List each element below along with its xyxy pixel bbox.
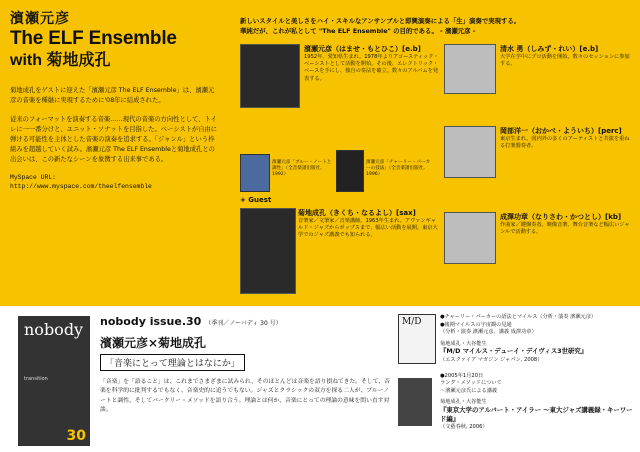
spacer [440,365,636,373]
issue-subheadline: 「音楽にとって理論とはなにか」 [100,354,245,371]
book-cover-blue-note [240,154,270,192]
right-lead-line-2: 華純だが、これが私として "The ELF Ensemble" の目的である。 - 濱瀬元彦 - [240,27,476,35]
right-column [232,0,640,306]
narisawa-bio: 作曲家／鍵盤奏者。映像音楽、舞台音楽など幅広いジャンルで活動する。 [500,222,630,236]
shimizu-photo [444,44,496,94]
left-column [0,0,225,306]
okabe-name: 岡部洋一（おかべ・よういち）[perc] [500,127,622,135]
issue-headline: 濱瀬元彦×菊地成孔 [100,336,207,350]
page-title-with: with 菊地成孔 [10,52,111,69]
narisawa-photo [444,212,496,264]
md-book-cover-title: M/D [402,317,422,327]
book-caption-blue-note: 濱瀬元彦「ブルー・ノートと調性」（全音楽譜出版社, 1992） [272,160,332,178]
related-item-4-title: ラング・メソッドについて [440,380,502,387]
narisawa-profile [500,212,632,236]
related-item-5-label: 菊地成孔・大谷能生 [440,399,487,406]
kikuchi-photo [240,208,296,294]
page-title-jp: 濱瀬元彦 [10,11,70,27]
nobody-cover-title: nobody [24,320,84,339]
narisawa-name: 成澤功章（なりさわ・かつとし）[kb] [500,213,622,221]
nobody-cover-number: 30 [66,428,86,444]
issue-note: （季刊／ノーバディ 30 号） [205,320,282,327]
hamase-photo [240,44,300,108]
intro-lead: 菊地成孔をゲストに迎えた「濱瀬元彦 The ELF Ensemble」は、濱瀬元彦の音楽を種継に実現するために'08年に結成された。 [10,87,215,104]
myspace-url[interactable]: http://www.myspace.com/theelfensemble [10,183,152,191]
nobody-cover-subtitle: transition [24,376,48,382]
kikuchi-profile [298,208,438,240]
hamase-name: 濱瀬元彦（はませ・もとひこ）[e.b] [304,45,421,53]
related-item-3-pub: （エスクァイア マガジン ジャパン, 2008） [440,356,543,363]
right-lead-line-1: 新しいスタイルと美しさをハイ・スキルなアンサンブルと即興演奏による「生」演奏で実現する。 [240,17,521,25]
related-item-4-note: ～濱瀬元彦氏による講義 [440,387,498,394]
shimizu-profile [500,44,632,68]
kikuchi-bio: 音楽家／文筆家／音楽講師。1963年生まれ。アヴァンギャルド・ジャズからポップスまで、幅広い活動を展開。東京大学でのジャズ講義でも知られる。 [298,218,438,239]
related-item-2: ●後期マイルスの宇宙観の見通 [440,321,512,328]
page-title-en: The ELF Ensemble [10,28,177,49]
related-item-2-note: （分析・演奏 濱瀬元彦、講義 成澤功章） [440,329,537,336]
book-cover-parker [336,150,364,192]
md-book-cover [398,314,436,364]
myspace-block [10,173,225,191]
nobody-cover [18,316,90,446]
intro-body: 従来のフォーマットを演奏する音楽……現代の音楽の方向性として、トイレに一一番分けと、ユニット・ソナットを目指した。ベーシストが自由に弾ける可能性を主体とした音楽の演奏を追求する。「ジャンル」という枠組みを超越していく試み。濱瀬元彦 The ELF Ensembleと菊地成孔との出会いは、この新たなシーンを象徴する出来事である。 [10,116,218,164]
issue-body: 「音楽」を「語ること」は、これまでさまざまに試みられ、そのほとんどは音楽を語り損ねてきた。そして、音楽を科学的に批判するでもなく、音楽史的に追うでもない。ジャズとクラシックの双方を探る二人が、ブルーノートと調性、そしてバークリー・メソッドを語り合う。理論とは何か、音楽にとっての理論の意味を問い直す対談。 [100,379,390,414]
kikuchi-name: 菊地成孔（きくち・なるよし）[sax] [298,209,416,217]
related-item-5-title: 『東京大学のアルバート・アイラー ～東大ジャズ講義録・キーワード編』 [440,405,633,423]
right-lead [240,16,640,36]
myspace-label: MySpace URL: [10,174,57,182]
related-item-4-date: ●2005年1月20日 [440,372,484,379]
hamase-bio: 1952年、愛知県生まれ。1978年よりアコースティック・ベーシストとして活動を開始。その後、エレクトリック・ベースを手にし、独自の奏法を確立。数々のアルバムを発表する。 [304,54,439,82]
related-item-3-label: 菊地成孔・大谷能生 [440,340,487,347]
related-item-5-pub: （文藝春秋, 2006） [440,424,488,431]
related-item-3-title: 『M/D マイルス・デューイ・デイヴィス3世研究』 [440,347,588,356]
book-caption-parker: 濱瀬元彦「チャーリー・パーカーの技法」（全音楽譜出版社, 1996） [366,160,431,178]
okabe-bio: 東京生まれ。国内外の多くのアーティストと共演を重ねる打楽器奏者。 [500,136,630,150]
okabe-photo [444,126,496,178]
issue-heading [100,315,282,328]
related-item-1: ●チャーリー・パーカーの語法とマイルス（分析・演奏 濱瀬元彦） [440,314,597,320]
shimizu-bio: 大学在学中にプロ活動を開始。数々のセッションに参加する。 [500,54,630,68]
shimizu-name: 清水 勇（しみず・れい）[e.b] [500,45,599,53]
bottom-section [0,306,640,452]
related-list [440,314,636,432]
hamase-profile [304,44,439,83]
guest-label: + Guest [240,196,272,204]
tokyo-univ-book-cover [398,378,432,426]
okabe-profile [500,126,632,150]
issue-title: nobody issue.30 [100,315,202,328]
